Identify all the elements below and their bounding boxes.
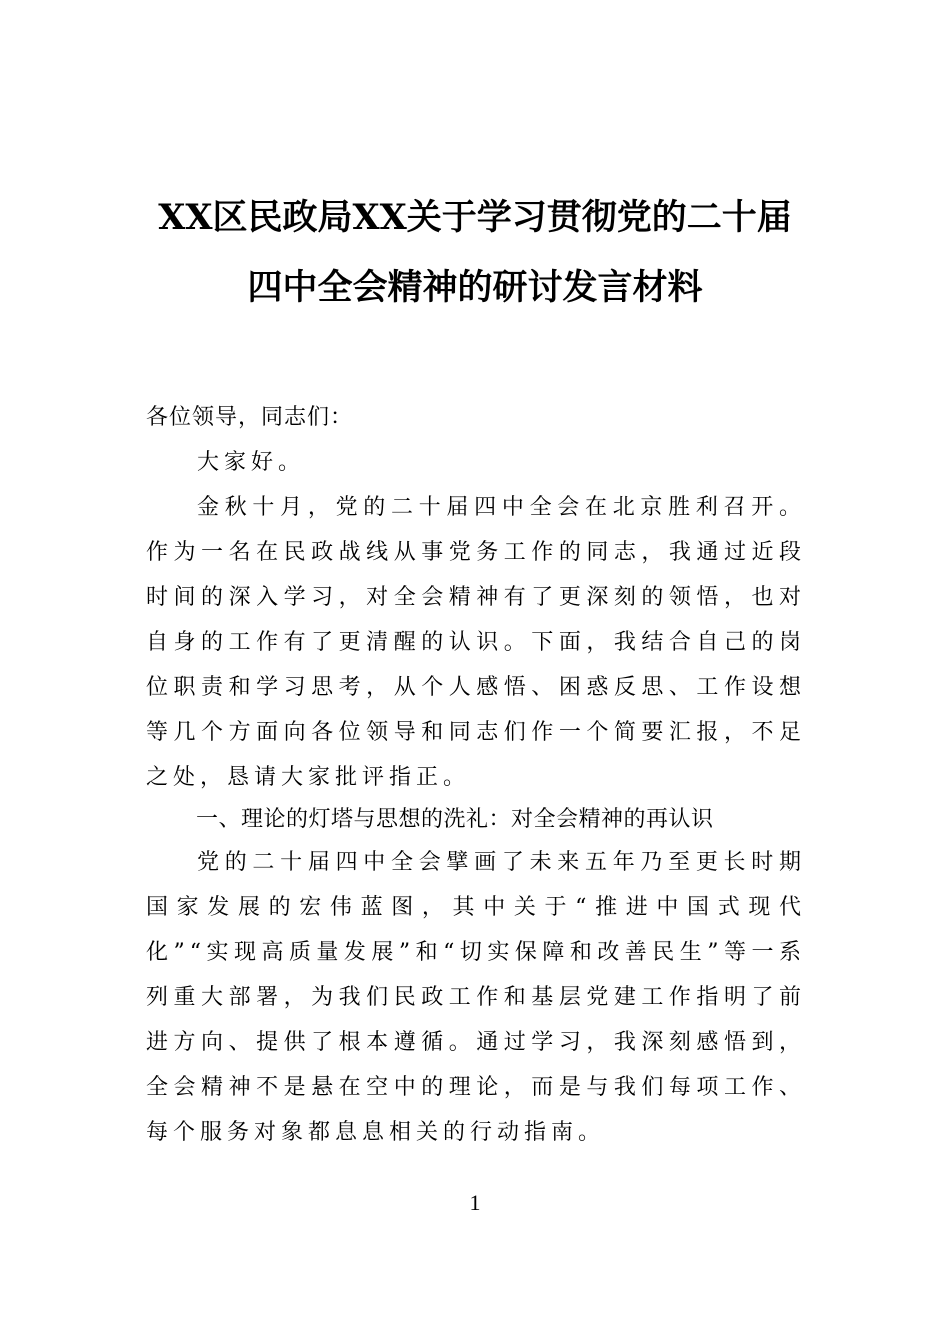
- document-title-line-1: XX区民政局XX关于学习贯彻党的二十届: [158, 197, 792, 238]
- page-number: 1: [469, 1190, 481, 1215]
- greeting-paragraph: [146, 440, 806, 485]
- document-title-line-2: 四中全会精神的研讨发言材料: [247, 267, 703, 308]
- section-text: 党的二十届四中全会擘画了未来五年乃至更长时期国家发展的宏伟蓝图，其中关于“推进中国式现代化”“实现高质量发展”和“切实保障和改善民生”等一系列重大部署，为我们民政工作和基层党建工作指明了前进方向、提供了根本遵循。通过学习，我深刻感悟到，全会精神不是悬在空中的理论，而是与我们每项工作、每个服务对象都息息相关的行动指南。: [146, 850, 806, 1145]
- greeting-text: 大家好。: [197, 450, 306, 475]
- salutation: 各位领导，同志们：: [146, 405, 354, 430]
- section-paragraph: [146, 840, 806, 1155]
- intro-paragraph: [146, 485, 806, 800]
- section-heading: 一、理论的灯塔与思想的洗礼：对全会精神的再认识: [196, 807, 714, 832]
- intro-text: 金秋十月，党的二十届四中全会在北京胜利召开。作为一名在民政战线从事党务工作的同志，我通过近段时间的深入学习，对全会精神有了更深刻的领悟，也对自身的工作有了更清醒的认识。下面，我结合自己的岗位职责和学习思考，从个人感悟、困惑反思、工作设想等几个方面向各位领导和同志们作一个简要汇报，不足之处，恳请大家批评指正。: [146, 495, 806, 790]
